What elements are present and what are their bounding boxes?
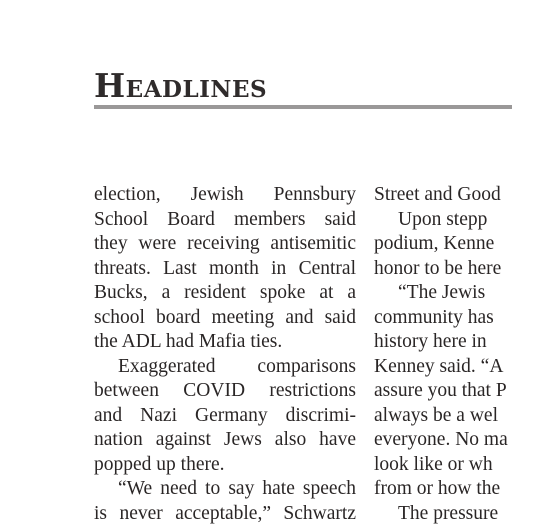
text-line: the ADL had Mafia ties. <box>94 330 356 355</box>
text-line: and Nazi Germany discrimi- <box>94 404 356 429</box>
text-line: nation against Jews also have <box>94 428 356 453</box>
text-line: election, Jewish Pennsbury <box>94 183 356 208</box>
article-column-right <box>374 183 544 526</box>
text-line: Kenney said. “A <box>374 355 544 380</box>
text-line: podium, Kenne <box>374 232 544 257</box>
section-header <box>94 66 512 114</box>
text-line: from or how the <box>374 477 544 502</box>
text-line: Exaggerated comparisons <box>94 355 356 380</box>
text-line: School Board members said <box>94 208 356 233</box>
text-line: assure you that P <box>374 379 544 404</box>
text-line: look like or wh <box>374 453 544 478</box>
text-line: everyone. No ma <box>374 428 544 453</box>
text-line: “We need to say hate speech <box>94 477 356 502</box>
article-column-left <box>94 183 356 526</box>
text-line: they were receiving antisemitic <box>94 232 356 257</box>
text-line: school board meeting and said <box>94 306 356 331</box>
text-line: “The Jewis <box>374 281 544 306</box>
section-rule <box>94 105 512 109</box>
text-line: Bucks, a resident spoke at a <box>94 281 356 306</box>
text-line: Upon stepp <box>374 208 544 233</box>
text-line: community has <box>374 306 544 331</box>
text-line: between COVID restrictions <box>94 379 356 404</box>
text-line: popped up there. <box>94 453 356 478</box>
text-line: Street and Good <box>374 183 544 208</box>
text-line: honor to be here <box>374 257 544 282</box>
text-line: The pressure <box>374 502 544 526</box>
text-line: always be a wel <box>374 404 544 429</box>
text-line: history here in <box>374 330 544 355</box>
text-line: is never acceptable,” Schwartz <box>94 502 356 526</box>
text-line: threats. Last month in Central <box>94 257 356 282</box>
section-title: Headlines <box>94 66 267 106</box>
